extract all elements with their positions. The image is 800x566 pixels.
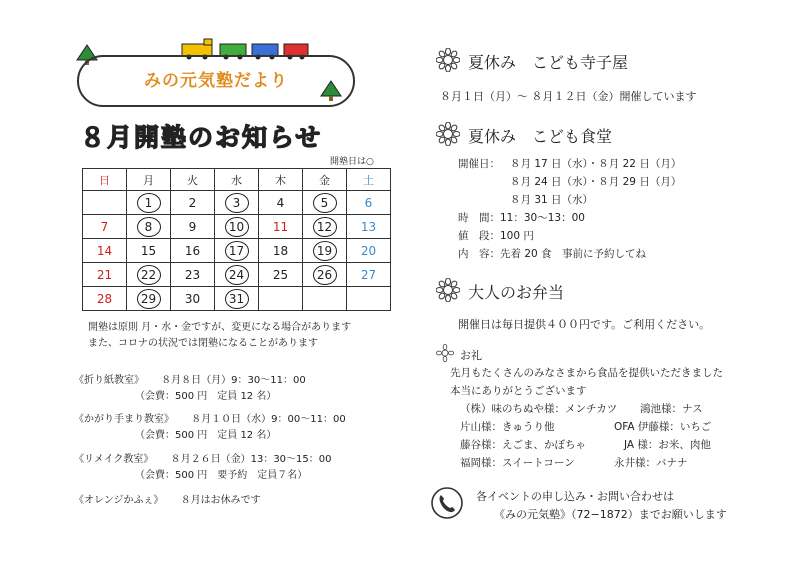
open-day-number: 12 [313,217,337,237]
day-number: 16 [184,243,201,258]
day-number: 6 [364,195,373,210]
calendar-day [347,191,391,215]
weekday-wed: 水 [215,169,259,191]
bento-title: 大人のお弁当 [468,283,565,302]
day-number: 7 [100,219,109,234]
calendar-day [215,191,259,215]
calendar-day [215,263,259,287]
calendar-day [347,287,391,311]
calendar-week-row [83,287,391,311]
calendar-day [171,287,215,311]
calendar-day [127,287,171,311]
open-day-number: 5 [313,193,337,213]
day-number: 27 [360,267,377,282]
open-day-number: 24 [225,265,249,285]
class-fee: （会費：500 円 定員 12 名） [135,430,277,441]
calendar-day [83,191,127,215]
class-item [74,493,394,509]
donor-item: OFA 伊藤様：いちご [614,421,712,433]
donor-item: 片山様：きゅうり他 [460,421,555,433]
class-title: 《折り紙教室》 [74,375,144,386]
calendar-day [259,215,303,239]
class-when: ８月２６日（金）13：30〜15：00 [170,454,332,465]
donor-item: 鴻池様：ナス [640,403,703,415]
shokudo-title: 夏休み こども食堂 [468,127,613,146]
calendar-day [303,263,347,287]
calendar-day [171,263,215,287]
day-number: 15 [140,243,157,258]
day-number: 4 [276,195,285,210]
open-day-number: 26 [313,265,337,285]
open-day-note: 開塾日は○ [330,157,374,167]
shokudo-dates: ８月 17 日（水）・８月 22 日（月） [510,158,682,170]
open-day-number: 29 [137,289,161,309]
calendar-body [83,191,391,311]
shokudo-time: 時 間：11：30〜13：00 [458,212,585,224]
calendar-day [303,239,347,263]
donor-item: 福岡様：スイートコーン [460,457,575,469]
donor-item: 藤谷様：えごま、かぼちゃ [460,439,586,451]
calendar-day [171,191,215,215]
day-number: 18 [272,243,289,258]
weekday-mon: 月 [127,169,171,191]
day-number: 28 [96,291,113,306]
thanks-line: 本当にありがとうございます [450,385,587,397]
calendar-day [259,239,303,263]
calendar-day [347,239,391,263]
calendar-day [127,263,171,287]
day-number: 11 [272,219,289,234]
calendar-day [83,263,127,287]
calendar-week-row [83,215,391,239]
calendar-day [303,215,347,239]
calendar-week-row [83,239,391,263]
sunflower-icon [436,278,460,302]
open-day-number: 1 [137,193,161,213]
class-title: 《リメイク教室》 [74,454,154,465]
calendar-day [215,287,259,311]
calendar [82,168,391,311]
calendar-day [171,239,215,263]
calendar-day [215,215,259,239]
calendar-day [303,287,347,311]
class-when: ８月１０日（水）9：00〜11：00 [191,414,346,425]
calendar-day [215,239,259,263]
shokudo-dates: ８月 24 日（水）・８月 29 日（月） [510,176,682,188]
calendar-day [303,191,347,215]
class-item [74,452,394,468]
calendar-day [83,287,127,311]
weekday-fri: 金 [303,169,347,191]
day-number: 20 [360,243,377,258]
calendar-day [259,191,303,215]
day-number: 21 [96,267,113,282]
contact-line: 各イベントの申し込み・お問い合わせは [476,490,674,503]
calendar-day [259,263,303,287]
shokudo-dates-label: 開催日： [458,158,500,170]
weekday-tue: 火 [171,169,215,191]
donor-item: （株）味のちぬや様：メンチカツ [460,403,618,415]
open-day-number: 31 [225,289,249,309]
bento-text: 開催日は毎日提供４００円です。ご利用ください。 [458,318,711,331]
open-day-number: 17 [225,241,249,261]
class-when: ８月８日（月）9：30〜11：00 [161,375,306,386]
calendar-header-row [83,169,391,191]
class-title: 《オレンジかふぇ》 [74,495,164,506]
day-number: 23 [184,267,201,282]
shokudo-price: 値 段：100 円 [458,230,534,242]
calendar-day [83,239,127,263]
thanks-line: 先月もたくさんのみなさまから食品を提供いただきました [450,367,723,379]
terakoya-dates: ８月１日（月）〜 ８月１２日（金）開催しています [440,90,697,103]
note-line: 開塾は原則 月・水・金ですが、変更になる場合があります [88,322,352,333]
calendar-day [83,215,127,239]
day-number: 13 [360,219,377,234]
class-item [74,373,394,389]
weekday-sun: 日 [83,169,127,191]
calendar-day [127,239,171,263]
open-day-number: 22 [137,265,161,285]
calendar-week-row [83,263,391,287]
weekday-thu: 木 [259,169,303,191]
banner-title: みの元気塾だより [144,71,288,91]
calendar-week-row [83,191,391,215]
day-number: 25 [272,267,289,282]
shokudo-content: 内 容：先着 20 食 事前に予約してね [458,248,647,260]
weekday-sat: 土 [347,169,391,191]
sunflower-icon [436,48,460,72]
day-number: 2 [188,195,197,210]
class-fee: （会費：500 円 定員 12 名） [135,391,277,402]
open-day-number: 3 [225,193,249,213]
terakoya-title: 夏休み こども寺子屋 [468,53,629,72]
calendar-day [347,215,391,239]
donor-item: JA 様：お米、肉他 [624,439,711,451]
day-number: 30 [184,291,201,306]
calendar-day [127,191,171,215]
open-day-number: 19 [313,241,337,261]
contact-line: 《みの元気塾》（72−1872）までお願いします [494,508,727,521]
class-item [74,412,394,428]
calendar-day [127,215,171,239]
phone-icon [430,486,464,520]
page-title: ８月開塾のお知らせ [80,123,323,152]
open-day-number: 8 [137,217,161,237]
thanks-title: お礼 [460,349,482,362]
calendar-day [259,287,303,311]
shokudo-dates: ８月 31 日（水） [510,194,594,206]
calendar-day [171,215,215,239]
class-fee: （会費：500 円 要予約 定員７名） [135,470,308,481]
flower-icon [436,344,454,362]
calendar-day [347,263,391,287]
open-day-number: 10 [225,217,249,237]
day-number: 14 [96,243,113,258]
sunflower-icon [436,122,460,146]
note-line: また、コロナの状況では閉塾になることがあります [88,338,318,349]
donor-item: 永井様：バナナ [614,457,688,469]
class-when: ８月はお休みです [180,495,261,506]
class-title: 《かがり手まり教室》 [74,414,174,425]
day-number: 9 [188,219,197,234]
